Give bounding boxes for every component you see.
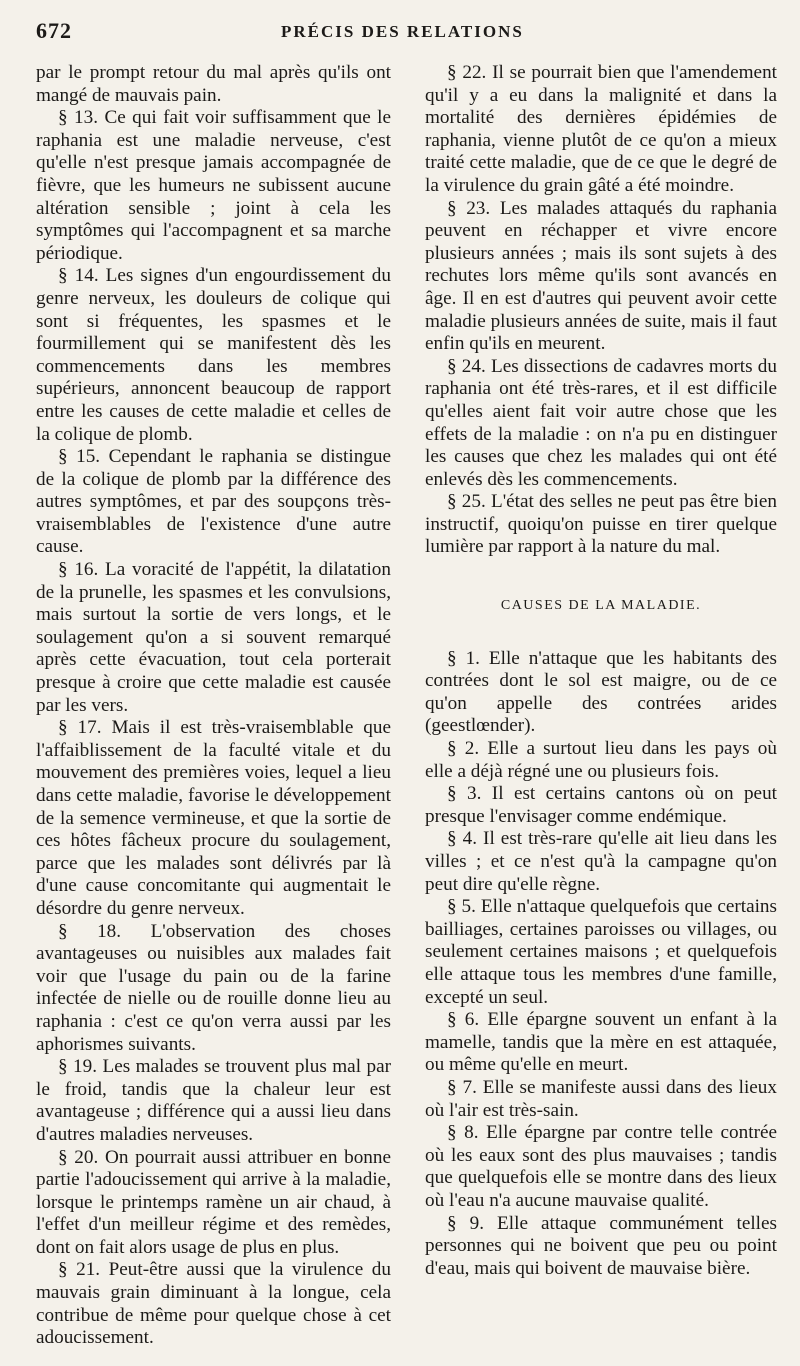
paragraph: § 5. Elle n'attaque quelquefois que certains bailliages, certaines paroisses ou villages, ou seulement certaines maisons ; et quelquefois elle attaque tous les membres d'une famille, excepté un seul. [425,896,777,1008]
paragraph: § 24. Les dissections de cadavres morts du raphania ont été très-rares, et il est difficile qu'elles aient fait voir autre chose que les effets de la maladie : on n'a pu en distinguer les causes que chez les malades qui ont été enlevés dès les commencements. [425,355,777,490]
paragraph: § 6. Elle épargne souvent un enfant à la mamelle, tandis que la mère en est attaquée, ou même qu'elle en meurt. [425,1009,777,1076]
paragraph: § 23. Les malades attaqués du raphania peuvent en réchapper et vivre encore plusieurs années ; mais ils sont sujets à des rechutes lors même qu'ils sont avancés en âge. Il en est d'autres qui peuvent avoir cette maladie plusieurs années de suite, mais il faut enfin qu'ils en meurent. [425,197,777,355]
paragraph: § 14. Les signes d'un engourdissement du genre nerveux, les douleurs de colique qui sont si fréquentes, les spasmes et le fourmillement qui se manifestent dès les commencements dans les membres supérieurs, annoncent beaucoup de rapport entre les causes de cette maladie et celles de la colique de plomb. [36,265,391,445]
paragraph: § 18. L'observation des choses avantageuses ou nuisibles aux malades fait voir que l'usage du pain ou de la farine infectée de nielle ou de rouille donne lieu au raphania : c'est ce qu'on verra aussi par les aphorismes suivants. [36,920,391,1055]
paragraph: § 22. Il se pourrait bien que l'amendement qu'il y a eu dans la malignité et dans la mortalité des dernières épidémies de raphania, vienne plutôt de ce qu'on a mieux traité cette maladie, que de ce que le degré de la virulence du grain gâté a été moindre. [425,62,777,196]
left-column [36,62,391,1350]
paragraph: § 20. On pourrait aussi attribuer en bonne partie l'adoucissement qui arrive à la maladie, lorsque le printemps ramène un air chaud, à l'effet d'un meilleur régime et des remèdes, dont on fait alors usage de plus en plus. [36,1146,391,1258]
paragraph: § 25. L'état des selles ne peut pas être bien instructif, quoiqu'on puisse en tirer quelque lumière par rapport à la nature du mal. [425,491,777,558]
paragraph: § 13. Ce qui fait voir suffisamment que le raphania est une maladie nerveuse, c'est qu'elle n'est presque jamais accompagnée de fièvre, que les humeurs ne subissent aucune altération sensible ; joint à cela les symptômes qui l'accompagnent et sa marche périodique. [36,107,391,264]
page-number: 672 [36,18,72,43]
paragraph: § 2. Elle a surtout lieu dans les pays où elle a déjà régné une ou plusieurs fois. [425,738,777,782]
paragraph: par le prompt retour du mal après qu'ils ont mangé de mauvais pain. [36,62,391,106]
right-column [425,62,777,1280]
paragraph: § 7. Elle se manifeste aussi dans des lieux où l'air est très-sain. [425,1076,777,1121]
paragraph: § 21. Peut-être aussi que la virulence du mauvais grain diminuant à la longue, cela contribue de même pour quelque chose à cet adoucissement. [36,1259,391,1349]
paragraph: § 9. Elle attaque communément telles personnes qui ne boivent que peu ou point d'eau, mais qui boivent de mauvaise bière. [425,1212,777,1279]
paragraph: § 17. Mais il est très-vraisemblable que l'affaiblissement de la faculté vitale et du mouvement des premières voies, lequel a lieu dans cette maladie, favorise le développement de la semence vermineuse, et que la sortie de ces hôtes fâcheux procure du soulagement, parce que les malades sont délivrés par là d'une cause concomitante qui augmentait le désordre du genre nerveux. [36,717,391,919]
running-head: PRÉCIS DES RELATIONS [281,22,524,41]
paragraph: § 1. Elle n'attaque que les habitants des contrées dont le sol est maigre, ou de ce qu'on appelle des contrées arides (geestlœnder). [425,647,777,737]
page-header [36,18,756,46]
paragraph: § 3. Il est certains cantons où on peut presque l'envisager comme endémique. [425,783,777,827]
section-heading: CAUSES DE LA MALADIE. [500,598,702,614]
paragraph: § 4. Il est très-rare qu'elle ait lieu dans les villes ; et ce n'est qu'à la campagne qu'on peut dire qu'elle règne. [425,828,777,895]
paragraph: § 16. La voracité de l'appétit, la dilatation de la prunelle, les spasmes et les convulsions, mais surtout la sortie de vers longs, et le soulagement qu'on a si souvent remarqué après cette évacuation, tout cela porterait presque à croire que cette maladie est causée par les vers. [36,559,391,716]
paragraph: § 8. Elle épargne par contre telle contrée où les eaux sont des plus mauvaises ; tandis que quelquefois elle se montre dans des lieux où l'eau n'a aucune mauvaise qualité. [425,1122,777,1211]
paragraph: § 15. Cependant le raphania se distingue de la colique de plomb par la différence des autres symptômes, et par des soupçons très-vraisemblables de l'existence d'une autre cause. [36,446,391,558]
paragraph: § 19. Les malades se trouvent plus mal par le froid, tandis que la chaleur leur est avantageuse ; différence qui a aussi lieu dans d'autres maladies nerveuses. [36,1056,391,1145]
